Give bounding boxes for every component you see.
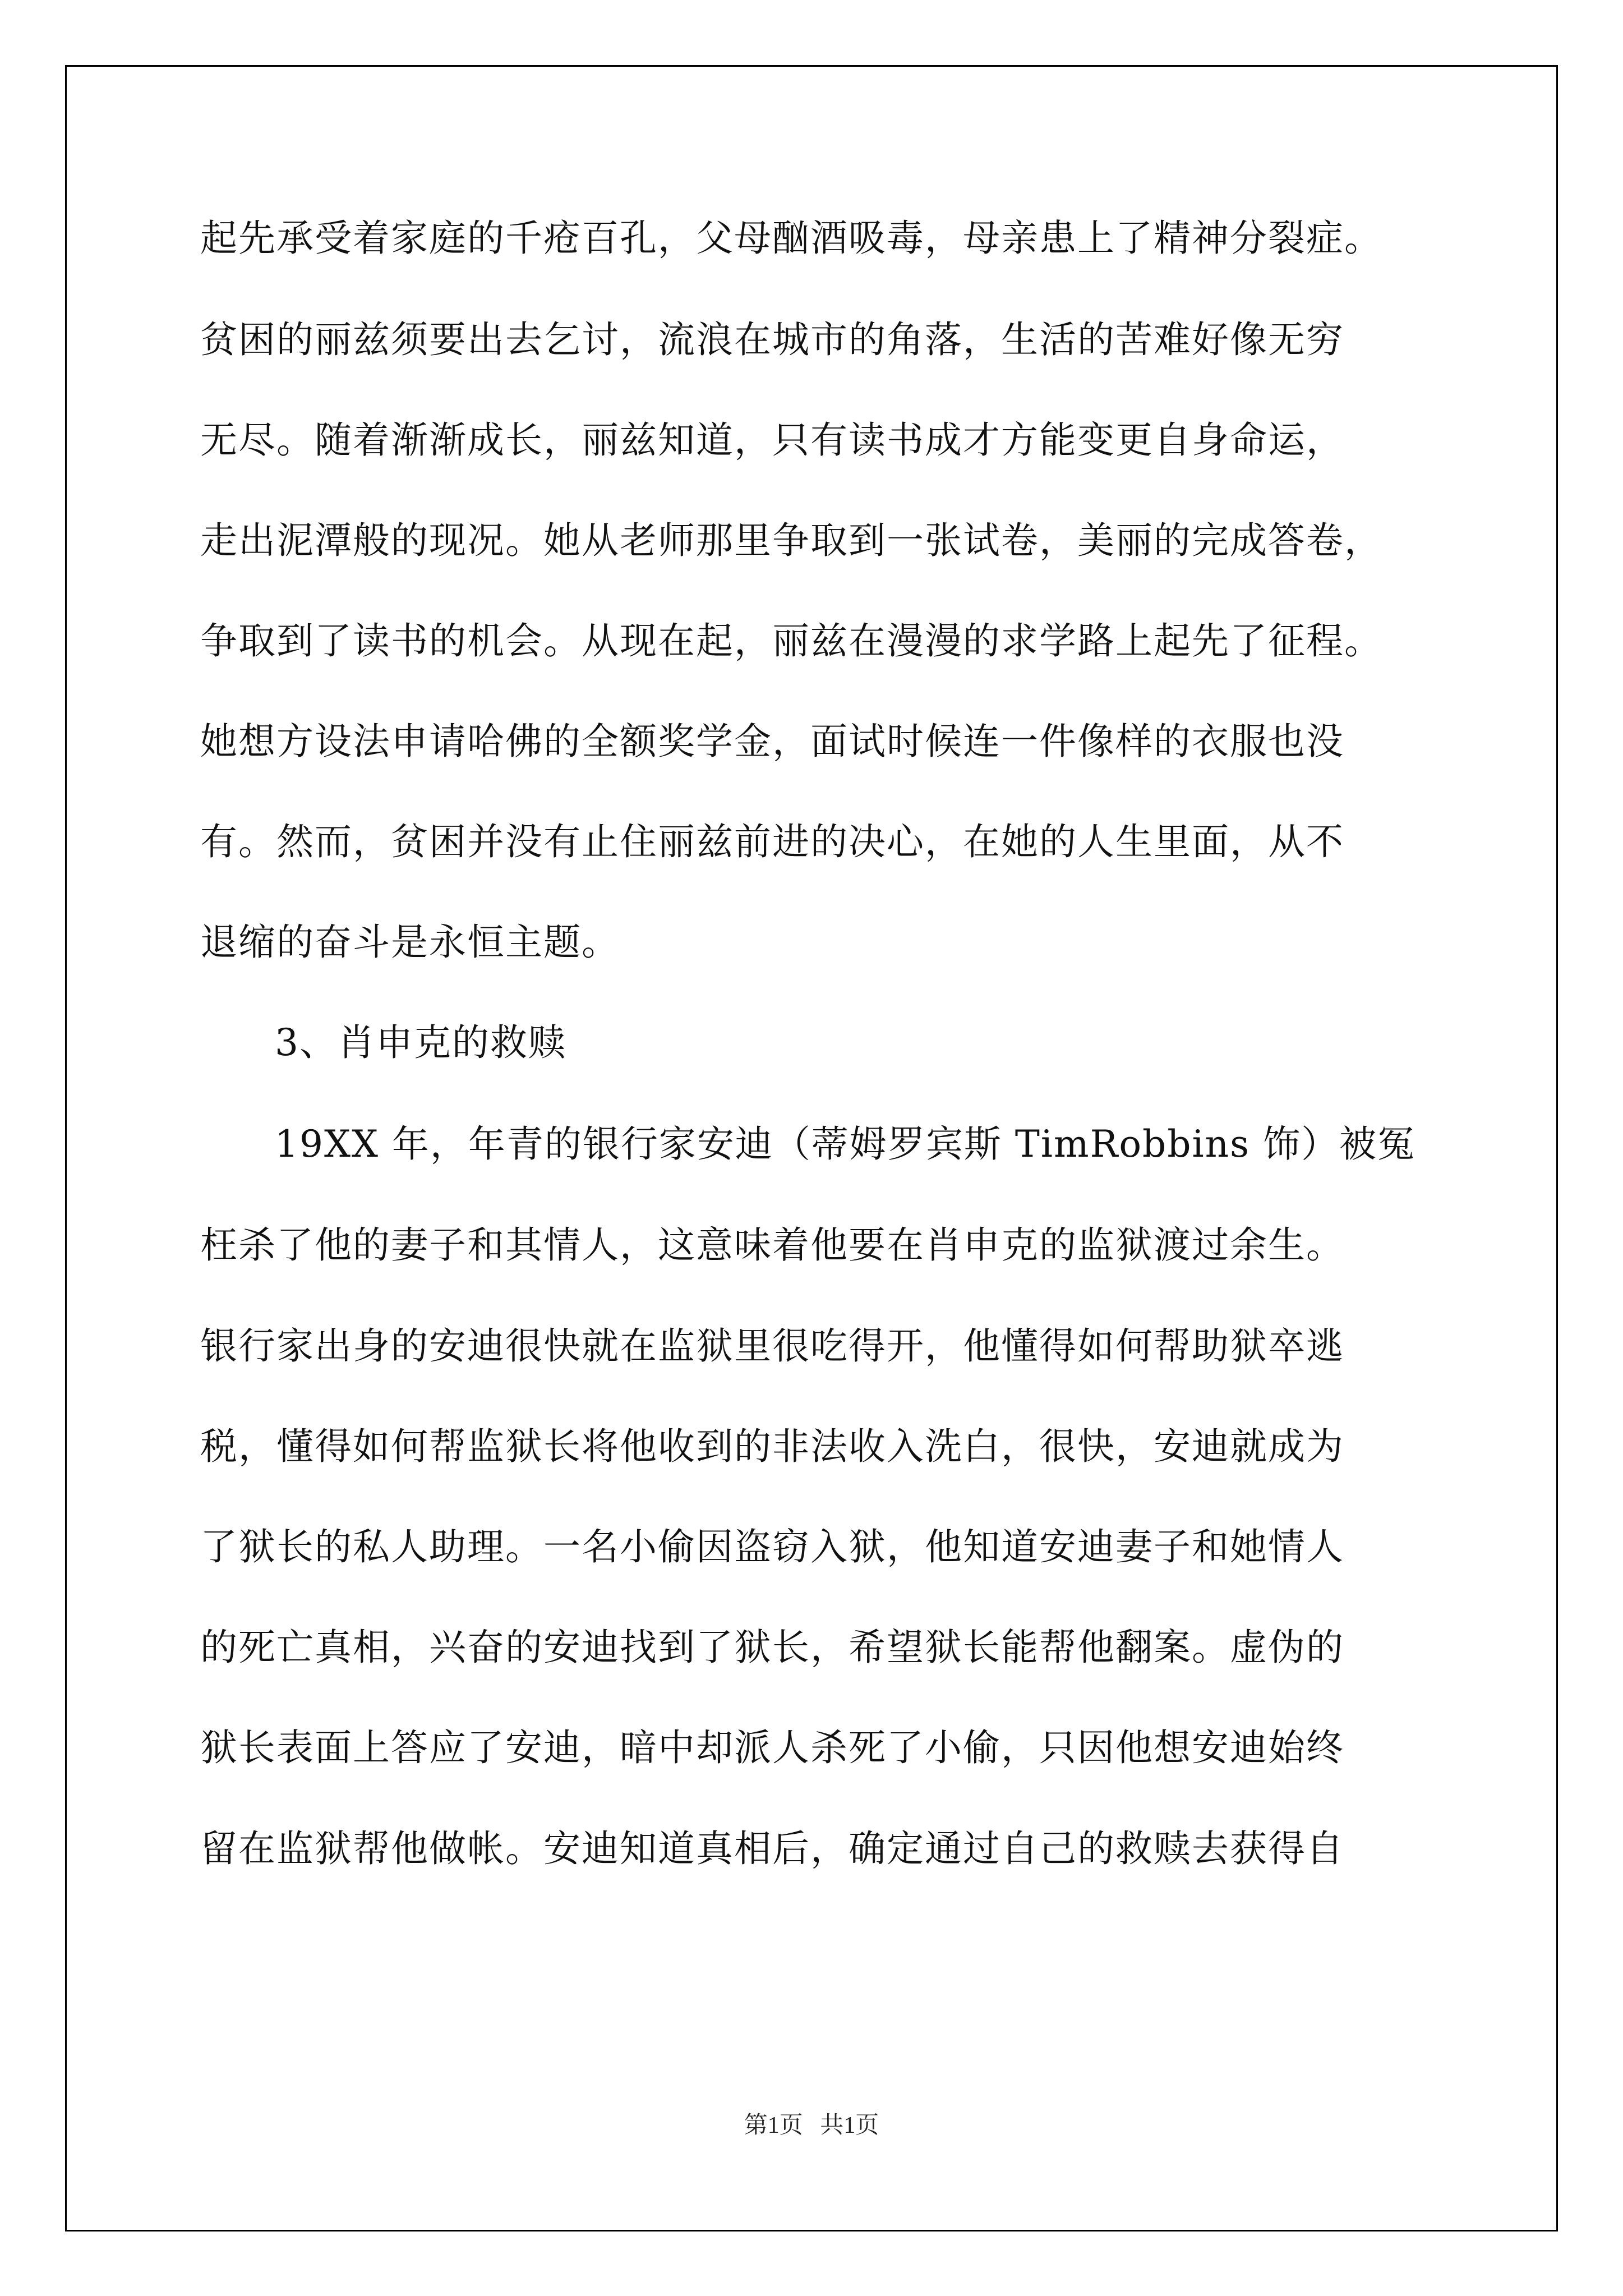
paragraph-line: 税，懂得如何帮监狱长将他收到的非法收入洗白，很快，安迪就成为 — [200, 1425, 1344, 1468]
page-number: 第1页 — [744, 2113, 803, 2138]
paragraph-line: 争取到了读书的机会。从现在起，丽兹在漫漫的求学路上起先了征程。 — [200, 619, 1382, 662]
paragraph-line: 狱长表面上答应了安迪，暗中却派人杀死了小偷，只因他想安迪始终 — [200, 1726, 1344, 1769]
paragraph-line: 银行家出身的安迪很快就在监狱里很吃得开，他懂得如何帮助狱卒逃 — [200, 1324, 1344, 1368]
paragraph-line: 退缩的奋斗是永恒主题。 — [200, 921, 620, 964]
paragraph-line: 起先承受着家庭的千疮百孔，父母酗酒吸毒，母亲患上了精神分裂症。 — [200, 217, 1382, 260]
paragraph-line: 的死亡真相，兴奋的安迪找到了狱长，希望狱长能帮他翻案。虚伪的 — [200, 1626, 1344, 1669]
section-heading: 3、肖申克的救赎 — [275, 1021, 566, 1064]
paragraph-line: 她想方设法申请哈佛的全额奖学金，面试时候连一件像样的衣服也没 — [200, 720, 1344, 763]
paragraph-line: 走出泥潭般的现况。她从老师那里争取到一张试卷，美丽的完成答卷， — [200, 519, 1382, 562]
page-total: 共1页 — [820, 2113, 879, 2138]
paragraph-line: 了狱长的私人助理。一名小偷因盗窃入狱，他知道安迪妻子和她情人 — [200, 1525, 1344, 1568]
paragraph-line: 贫困的丽兹须要出去乞讨，流浪在城市的角落，生活的苦难好像无穷 — [200, 318, 1344, 361]
page-footer — [0, 2106, 1623, 2140]
paragraph-line: 19XX 年，年青的银行家安迪（蒂姆罗宾斯 TimRobbins 饰）被冤 — [275, 1122, 1416, 1166]
paragraph-line: 枉杀了他的妻子和其情人，这意味着他要在肖申克的监狱渡过余生。 — [200, 1223, 1344, 1267]
paragraph-line: 留在监狱帮他做帐。安迪知道真相后，确定通过自己的救赎去获得自 — [200, 1827, 1344, 1870]
paragraph-line: 有。然而，贫困并没有止住丽兹前进的决心，在她的人生里面，从不 — [200, 820, 1344, 863]
paragraph-line: 无尽。随着渐渐成长，丽兹知道，只有读书成才方能变更自身命运， — [200, 418, 1344, 462]
